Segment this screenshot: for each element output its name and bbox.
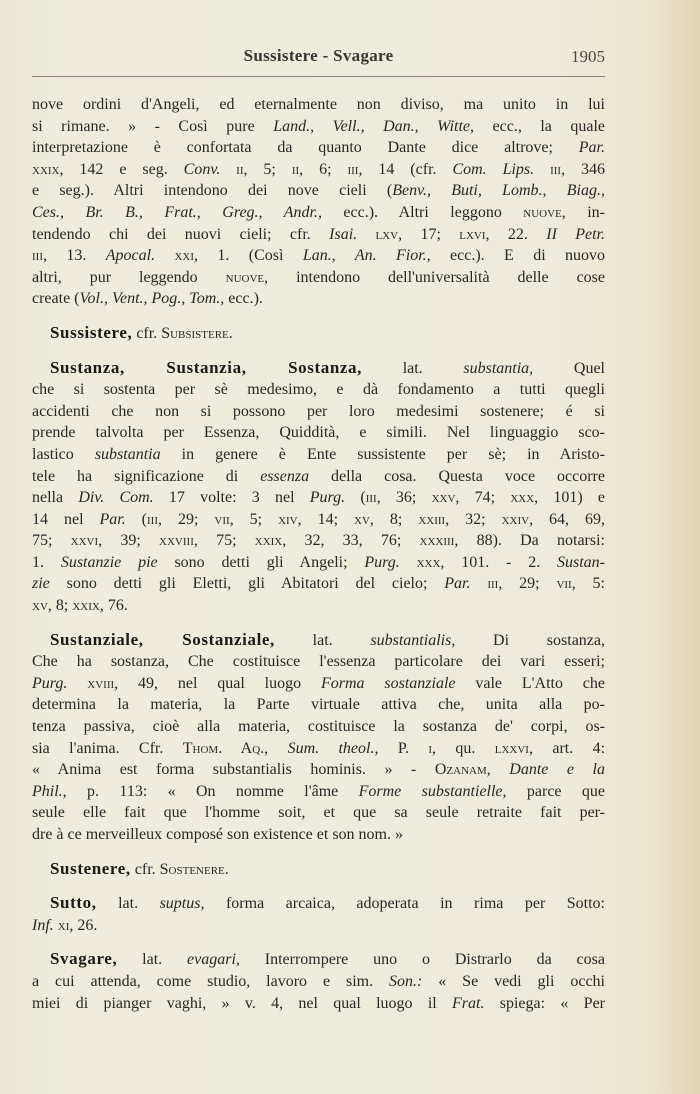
text-run <box>67 675 87 692</box>
text-run: , 29; <box>158 510 215 528</box>
text-run: , 142 e seg. <box>59 160 184 178</box>
dictionary-body <box>32 94 605 1014</box>
text-run: xxviii <box>159 532 194 550</box>
text-run: iii <box>365 489 377 507</box>
text-run: i <box>428 739 433 757</box>
text-run: spiega: « Per <box>484 994 605 1012</box>
text-run: ( <box>125 510 148 528</box>
text-run: , qu. <box>432 739 495 757</box>
text-run: create ( <box>32 290 80 308</box>
italic-citation: Ces., Br. B., Frat., Greg., Andr., <box>32 203 322 221</box>
text-run: che si sostenta per sè medesimo, e dà fondamento a tutti quegli <box>32 381 605 399</box>
italic-citation: Land., Vell., Dan., Witte, <box>273 117 475 135</box>
italic-citation: Purg. <box>309 489 346 507</box>
text-run: , 32, 33, 76; <box>282 532 420 550</box>
text-run: Interrompere uno o Distrarlo da cosa <box>239 951 605 969</box>
italic-citation: Par. <box>578 139 605 157</box>
italic-citation: Sustanzie pie <box>60 553 158 571</box>
dictionary-entry <box>32 357 605 617</box>
text-run: , 101) e <box>534 489 606 507</box>
text-run: , in- <box>561 203 605 221</box>
text-run: sono detti gli Angeli; <box>157 553 365 571</box>
text-run: P. <box>378 739 429 757</box>
text-run: altri, pur leggendo <box>32 268 226 286</box>
text-line <box>32 422 605 444</box>
text-run: , intendono dell'universalità delle cose <box>264 268 605 286</box>
text-run: , 1. (Così <box>194 247 303 265</box>
text-run: cfr. <box>130 860 160 878</box>
text-run: 75; <box>32 532 71 550</box>
text-line <box>32 159 605 181</box>
text-run: , 22. <box>485 225 547 243</box>
text-run: ii <box>236 160 244 178</box>
text-line <box>32 357 605 380</box>
italic-citation: zie <box>32 575 50 593</box>
text-run: cfr. <box>132 324 162 342</box>
text-run: , 14; <box>297 510 355 528</box>
text-run: , 32; <box>445 510 502 528</box>
text-run: 17 volte: 3 nel <box>153 489 310 507</box>
text-run <box>400 554 417 571</box>
italic-citation: Div. Com. <box>78 489 154 507</box>
text-line <box>32 322 605 345</box>
text-run: lxvi <box>459 225 486 243</box>
text-run: ecc., la quale <box>474 117 606 135</box>
text-run: , 5; <box>243 160 292 178</box>
text-run: sono detti gli Eletti, gli Abitatori del cielo; <box>49 575 445 593</box>
italic-citation: substantialis, <box>370 631 456 649</box>
dictionary-entry <box>32 948 605 1014</box>
text-run: ecc.). Altri leggono <box>321 203 524 221</box>
text-line <box>32 824 605 846</box>
text-run: , 39; <box>98 532 160 550</box>
headword: Sussistere, <box>50 322 133 342</box>
text-run <box>155 247 174 264</box>
headword: Svagare, <box>50 949 118 969</box>
text-run: Di sostanza, <box>455 631 606 649</box>
text-run: vale L'Atto che <box>455 674 606 692</box>
text-run: nuove <box>523 203 562 221</box>
text-line <box>32 802 605 824</box>
headword: Sustanza, Sustanzia, Sostanza, <box>50 357 362 377</box>
text-run: , 13. <box>43 247 106 265</box>
text-run: ecc.). E di nuovo <box>430 247 606 265</box>
text-run: xv <box>32 597 48 615</box>
text-line <box>32 629 605 652</box>
italic-citation: Inf. <box>32 916 54 934</box>
italic-citation: Apocal. <box>105 247 156 265</box>
text-line <box>32 552 605 574</box>
text-run: lat. <box>361 359 464 377</box>
headword: Sustanziale, Sostanziale, <box>50 629 275 649</box>
text-run: nuove <box>225 268 265 286</box>
text-run: iii <box>32 247 43 265</box>
text-run: , 64, 69, <box>529 510 606 528</box>
text-run: Thom. Aq., <box>182 739 269 757</box>
text-run: iii <box>147 510 159 528</box>
text-run: tendendo chi dei nuovi cieli; cfr. <box>32 225 330 243</box>
text-run: xxxiii <box>419 532 455 550</box>
running-header <box>32 46 605 70</box>
italic-citation: evagari, <box>187 951 240 969</box>
text-run: , 26. <box>69 916 98 934</box>
text-run: , 6; <box>299 160 348 178</box>
text-line <box>32 401 605 423</box>
text-run: , 5: <box>571 575 606 593</box>
text-run: , 5; <box>229 510 279 528</box>
text-run: e seg.). Altri intendono dei nove cieli ( <box>32 182 393 200</box>
text-line <box>32 595 605 617</box>
text-line <box>32 915 605 937</box>
italic-citation: Purg. <box>32 674 68 692</box>
italic-citation: Phil., <box>32 782 67 800</box>
italic-citation: Conv. <box>183 160 221 178</box>
page-number: 1905 <box>571 47 605 66</box>
text-line <box>32 530 605 552</box>
text-run: xxiii <box>418 510 446 528</box>
text-run: , 49, nel qual luogo <box>114 674 321 692</box>
italic-citation: Forma sostanziale <box>320 674 456 692</box>
text-line <box>32 224 605 246</box>
text-run: , 29; <box>498 575 557 593</box>
text-line <box>32 573 605 595</box>
text-run: sia l'anima. Cfr. <box>32 739 183 757</box>
italic-citation: Par. <box>99 510 126 528</box>
text-run: lxv <box>375 225 399 243</box>
text-run: lat. <box>96 895 160 913</box>
text-run: seule elle fait que l'homme soit, et que sa seule retraite fait per- <box>32 804 605 822</box>
text-run <box>471 575 488 592</box>
text-run: lat. <box>117 951 188 969</box>
dictionary-entry <box>32 629 605 846</box>
text-line <box>32 180 605 202</box>
text-line <box>32 948 605 971</box>
italic-citation: Son.: <box>389 972 423 990</box>
text-run: Subsistere. <box>161 324 233 342</box>
text-line <box>32 509 605 531</box>
text-run <box>268 740 287 757</box>
text-run: 14 nel <box>32 510 100 528</box>
text-line <box>32 137 605 159</box>
text-line <box>32 379 605 401</box>
italic-citation: substantia <box>94 445 161 463</box>
text-line <box>32 116 605 138</box>
text-run: , 8; <box>369 510 419 528</box>
text-run: miei di pianger vaghi, » v. 4, nel qual luogo il <box>32 994 453 1012</box>
text-run: xxi <box>174 247 195 265</box>
text-run: iii <box>487 575 499 593</box>
text-line <box>32 444 605 466</box>
text-run: Sostenere. <box>159 860 229 878</box>
italic-citation: substantia, <box>463 359 534 377</box>
italic-citation: Isai. <box>329 225 358 243</box>
text-run: p. 113: « On nomme l'âme <box>66 782 359 800</box>
text-line <box>32 759 605 781</box>
text-line <box>32 487 605 509</box>
text-run: xxv <box>431 489 456 507</box>
italic-citation: Forme substantielle, <box>358 782 507 800</box>
text-run: si rimane. » - Così pure <box>32 117 274 135</box>
text-run <box>357 226 375 243</box>
headword: Sustenere, <box>50 858 131 878</box>
text-run: xxx <box>510 489 535 507</box>
dictionary-entry <box>32 858 605 881</box>
text-line <box>32 738 605 760</box>
text-run: ii <box>291 160 300 178</box>
text-line <box>32 993 605 1015</box>
text-run: , 101. - 2. <box>440 553 557 571</box>
text-run <box>220 161 236 178</box>
text-run: Quel <box>533 359 605 377</box>
text-run: lastico <box>32 445 95 463</box>
italic-citation: Purg. <box>364 553 400 571</box>
text-run: « Anima est forma substantialis hominis. » - <box>32 761 435 779</box>
text-line <box>32 892 605 915</box>
dictionary-entry <box>32 322 605 345</box>
text-run: , 14 (cfr. <box>358 160 453 178</box>
italic-citation: II Petr. <box>546 225 606 243</box>
text-run: « Se vedi gli occhi <box>422 972 605 990</box>
text-run: xxiv <box>501 510 530 528</box>
text-run: xv <box>354 510 370 528</box>
italic-citation: Com. Lips. <box>452 160 535 178</box>
italic-citation: Frat. <box>452 994 485 1012</box>
text-run: prende talvolta per Essenza, Quiddità, e simili. Nel linguaggio sco- <box>32 424 605 442</box>
italic-citation: suptus, <box>159 895 205 913</box>
text-run: , 74; <box>455 489 511 507</box>
text-line <box>32 288 605 310</box>
headword: Sutto, <box>50 893 97 913</box>
text-run: 1. <box>32 553 61 571</box>
text-run: xi <box>57 916 70 934</box>
italic-citation: Sustan- <box>557 553 605 571</box>
text-run: determina la materia, la Parte virtuale attiva che, unita alla po- <box>32 696 605 714</box>
italic-citation: Lan., An. Fior., <box>302 247 431 265</box>
text-run: tele ha significazione di <box>32 467 261 485</box>
text-run: lxxvi <box>494 739 529 757</box>
text-run: , 88). Da notarsi: <box>454 532 605 550</box>
text-run: , 75; <box>193 532 255 550</box>
text-run: della cosa. Questa voce occorre <box>309 467 605 485</box>
text-run: , 17; <box>398 225 460 243</box>
text-run: xxix <box>254 532 283 550</box>
text-run <box>534 161 550 178</box>
text-line <box>32 94 605 116</box>
italic-citation: Vol., Vent., Pog., Tom., <box>79 290 225 308</box>
text-line <box>32 202 605 224</box>
text-run: , art. 4: <box>528 739 606 757</box>
text-run: nella <box>32 489 79 507</box>
italic-citation: essenza <box>260 467 310 485</box>
text-line <box>32 694 605 716</box>
text-run: iii <box>550 160 562 178</box>
text-run: vii <box>214 510 230 528</box>
text-line <box>32 245 605 267</box>
text-run: xxvi <box>70 532 99 550</box>
text-run: xxx <box>416 553 441 571</box>
italic-citation: Dante e la <box>509 761 606 779</box>
text-run: Che ha sostanza, Che costituisce l'essenza particolare dei vari esseri; <box>32 653 605 671</box>
text-run: xxix <box>72 597 100 615</box>
text-run: in genere è Ente sussistente per sè; in Aristo- <box>160 445 605 463</box>
text-run: accidenti che non si possono per loro medesimi sostenere; é si <box>32 402 605 420</box>
italic-citation: Sum. theol., <box>287 739 379 757</box>
text-run <box>491 761 510 778</box>
text-line <box>32 651 605 673</box>
text-run: Ozanam, <box>434 761 491 779</box>
text-run: interpretazione è confortata da quanto Dante dice altrove; <box>32 139 579 157</box>
text-line <box>32 858 605 881</box>
text-run: vii <box>556 575 572 593</box>
text-run: tenza passiva, cioè alla materia, costituisce la sostanza de' corpi, os- <box>32 718 605 736</box>
running-title: Sussistere - Svagare <box>243 46 394 65</box>
text-line <box>32 466 605 488</box>
italic-citation: Par. <box>444 575 471 593</box>
text-run: nove ordini d'Angeli, ed eternalmente non diviso, ma unito in lui <box>32 96 605 113</box>
text-run: xviii <box>87 674 115 692</box>
text-run: parce que <box>506 782 605 800</box>
text-run: forma arcaica, adoperata in rima per Sotto: <box>204 895 606 913</box>
text-line <box>32 971 605 993</box>
text-run: ( <box>345 489 366 507</box>
text-run: lat. <box>274 631 371 649</box>
text-line <box>32 716 605 738</box>
header-rule <box>32 76 605 77</box>
text-run: , 76. <box>99 597 128 615</box>
italic-citation: Benv., Buti, Lomb., Biag., <box>392 182 605 200</box>
text-line <box>32 673 605 695</box>
text-run: xxix <box>32 160 60 178</box>
text-line <box>32 781 605 803</box>
dictionary-entry <box>32 892 605 936</box>
text-run: dre à ce merveilleux composé son existence et son nom. » <box>32 826 403 843</box>
text-run: ecc.). <box>224 290 263 308</box>
text-line <box>32 267 605 289</box>
text-run: xiv <box>278 510 298 528</box>
text-run: iii <box>347 160 359 178</box>
text-run: , 8; <box>47 597 73 615</box>
text-run: , 36; <box>376 489 432 507</box>
text-run: , 346 <box>561 160 606 178</box>
entry-continuation <box>32 94 605 310</box>
text-run: a cui attenda, come studio, lavoro e sim. <box>32 972 390 990</box>
